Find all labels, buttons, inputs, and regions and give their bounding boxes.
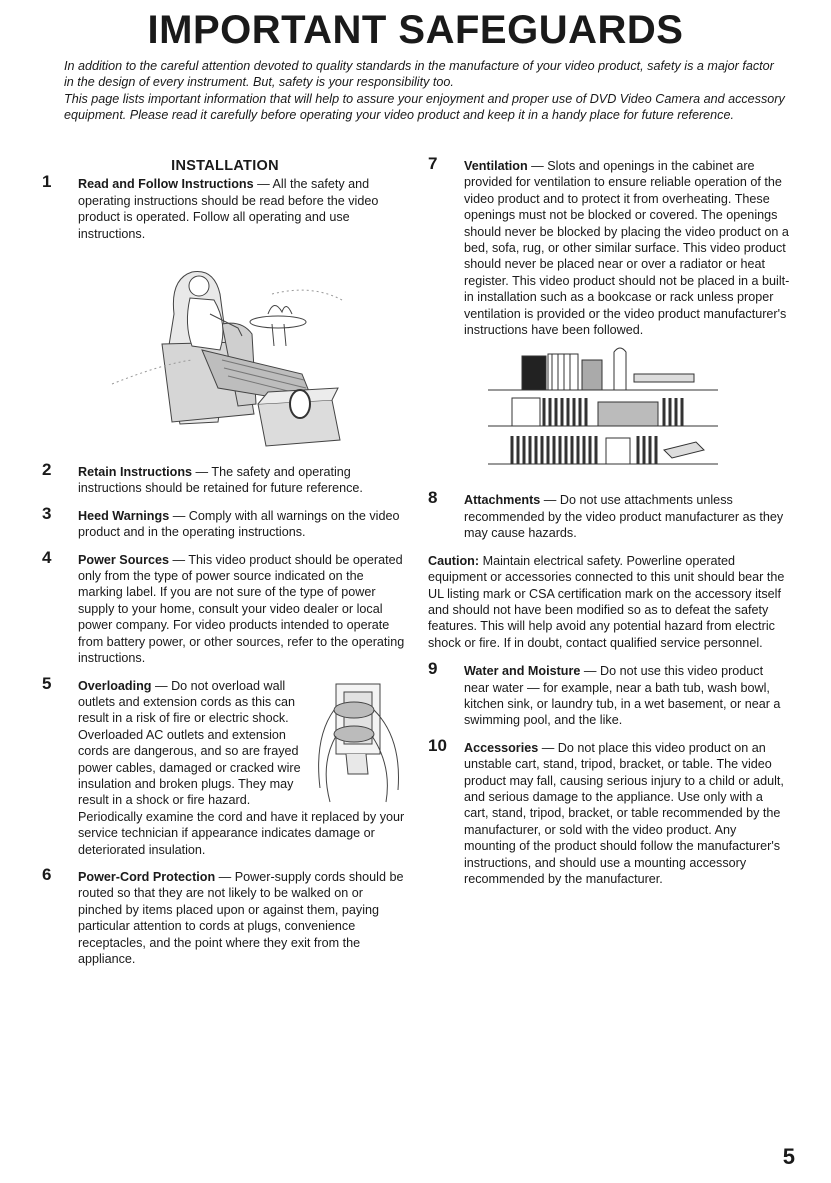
item-title: Power-Cord Protection <box>78 869 216 884</box>
item-number: 6 <box>42 864 52 884</box>
bookshelf-illustration <box>428 346 790 486</box>
caution-label: Caution: <box>428 553 480 568</box>
left-column <box>42 158 408 967</box>
item-number: 4 <box>42 547 52 567</box>
item-number: 9 <box>428 659 438 679</box>
item-title: Read and Follow Instructions <box>78 177 254 192</box>
item-number: 3 <box>42 503 52 523</box>
section-heading-installation: INSTALLATION <box>171 158 279 174</box>
caution-paragraph <box>428 553 790 651</box>
item-title: Attachments <box>464 493 541 508</box>
item-title: Accessories <box>464 740 539 755</box>
caution-text: Maintain electrical safety. Powerline operated equipment or accessories connected to this unit should bear the UL listing mark or CSA certification mark on the accessory itself and should not have been modified so as to defeat the safety features. This will help avoid any potential hazard from electric shock or fire. If in doubt, contact qualified service personnel. <box>428 553 785 650</box>
safeguard-item <box>42 460 408 497</box>
item-text: — All the safety and operating instructions should be read before the video product is operated. Follow all operating and use instructions. <box>78 177 379 241</box>
item-number: 2 <box>42 460 52 480</box>
intro-paragraph: This page lists important information that will help to assure your enjoyment and proper use of DVD Video Camera and accessory equipment. Please read it carefully before operating your video product and keep it in a handy place for future reference. <box>64 91 785 123</box>
item-text: — Do not overload wall outlets and extension cords as this can result in a risk of fire or electric shock. Overloaded AC outlets and extension cords are dangerous, and so are frayed power cables, damaged or cracked wire insulation and broken plugs. They may result in a shock or fire hazard. Periodically examine the cord and have it replaced by your service technician if appearance indicates damage or deteriorated insulation. <box>78 678 405 857</box>
safeguard-item <box>428 659 790 729</box>
item-number: 5 <box>42 673 52 693</box>
person-reading-in-armchair-illustration <box>42 254 408 450</box>
intro-paragraph: In addition to the careful attention devoted to quality standards in the manufacture of your video product, safety is a major factor in the design of every instrument. But, safety is your responsibility too. <box>64 59 774 90</box>
safeguard-item <box>42 503 408 541</box>
item-title: Overloading <box>78 678 152 693</box>
safeguard-item <box>428 154 790 338</box>
item-text: — Power-supply cords should be routed so that they are not likely to be walked on or pinched by items placed upon or against them, paying particular attention to cords at plugs, convenience receptacles, and the point where they exit from the appliance. <box>78 869 404 966</box>
page-title: IMPORTANT SAFEGUARDS <box>147 8 684 52</box>
safeguard-item <box>42 673 408 858</box>
item-text: — Do not use this video product near water — for example, near a bath tub, wash bowl, kitchen sink, or laundry tub, in a wet basement, or near a swimming pool, and the like. <box>464 664 781 728</box>
safeguard-item <box>428 735 790 888</box>
item-number: 7 <box>428 154 438 173</box>
item-text: — The safety and operating instructions should be retained for future reference. <box>78 465 363 496</box>
safeguard-item <box>42 864 408 967</box>
item-text: — Comply with all warnings on the video product and in the operating instructions. <box>78 508 400 540</box>
item-number: 8 <box>428 488 438 508</box>
page-number: 5 <box>782 1144 795 1169</box>
item-text: — Slots and openings in the cabinet are provided for ventilation to ensure reliable operation of the video product and to protect it from overheating. These openings must not be blocked or covered. The openings should never be blocked by placing the video product on a bed, sofa, rug, or other similar surface. This video product should never be placed near or over a radiator or heat register. This video product should not be placed in a built-in installation such as a bookcase or rack unless proper ventilation is provided or the video product manufacturer's instructions have been followed. <box>464 159 790 338</box>
safeguard-item <box>42 547 408 667</box>
item-title: Heed Warnings <box>78 508 170 523</box>
overloaded-outlet-illustration <box>306 678 412 808</box>
right-column <box>428 154 790 887</box>
item-title: Retain Instructions <box>78 465 193 480</box>
item-title: Power Sources <box>78 552 169 567</box>
item-text: — Do not use attachments unless recommended by the video product manufacturer as they may cause hazards. <box>464 493 784 541</box>
item-title: Water and Moisture <box>464 664 581 679</box>
item-text: — This video product should be operated only from the type of power source indicated on the marking label. If you are not sure of the type of power supply to your home, consult your video dealer or local power company. For video products intended to operate from battery power, or other sources, refer to the operating instructions. <box>78 552 405 666</box>
safeguard-item <box>42 172 408 242</box>
item-text: — Do not place this video product on an unstable cart, stand, tripod, bracket, or table. The video product may fall, causing serious injury to a child or adult, and serious damage to the appliance. Use only with a cart, stand, tripod, bracket, or table recommended by the manufacturer, or sold with the video product. Any mounting of the product should follow the manufacturer's instructions, and should use a mounting accessory recommended by the manufacturer. <box>464 740 784 886</box>
item-number: 1 <box>42 172 52 192</box>
item-title: Ventilation <box>464 159 528 173</box>
safeguard-item <box>428 488 790 541</box>
intro-text <box>64 58 786 124</box>
item-number: 10 <box>428 735 447 755</box>
